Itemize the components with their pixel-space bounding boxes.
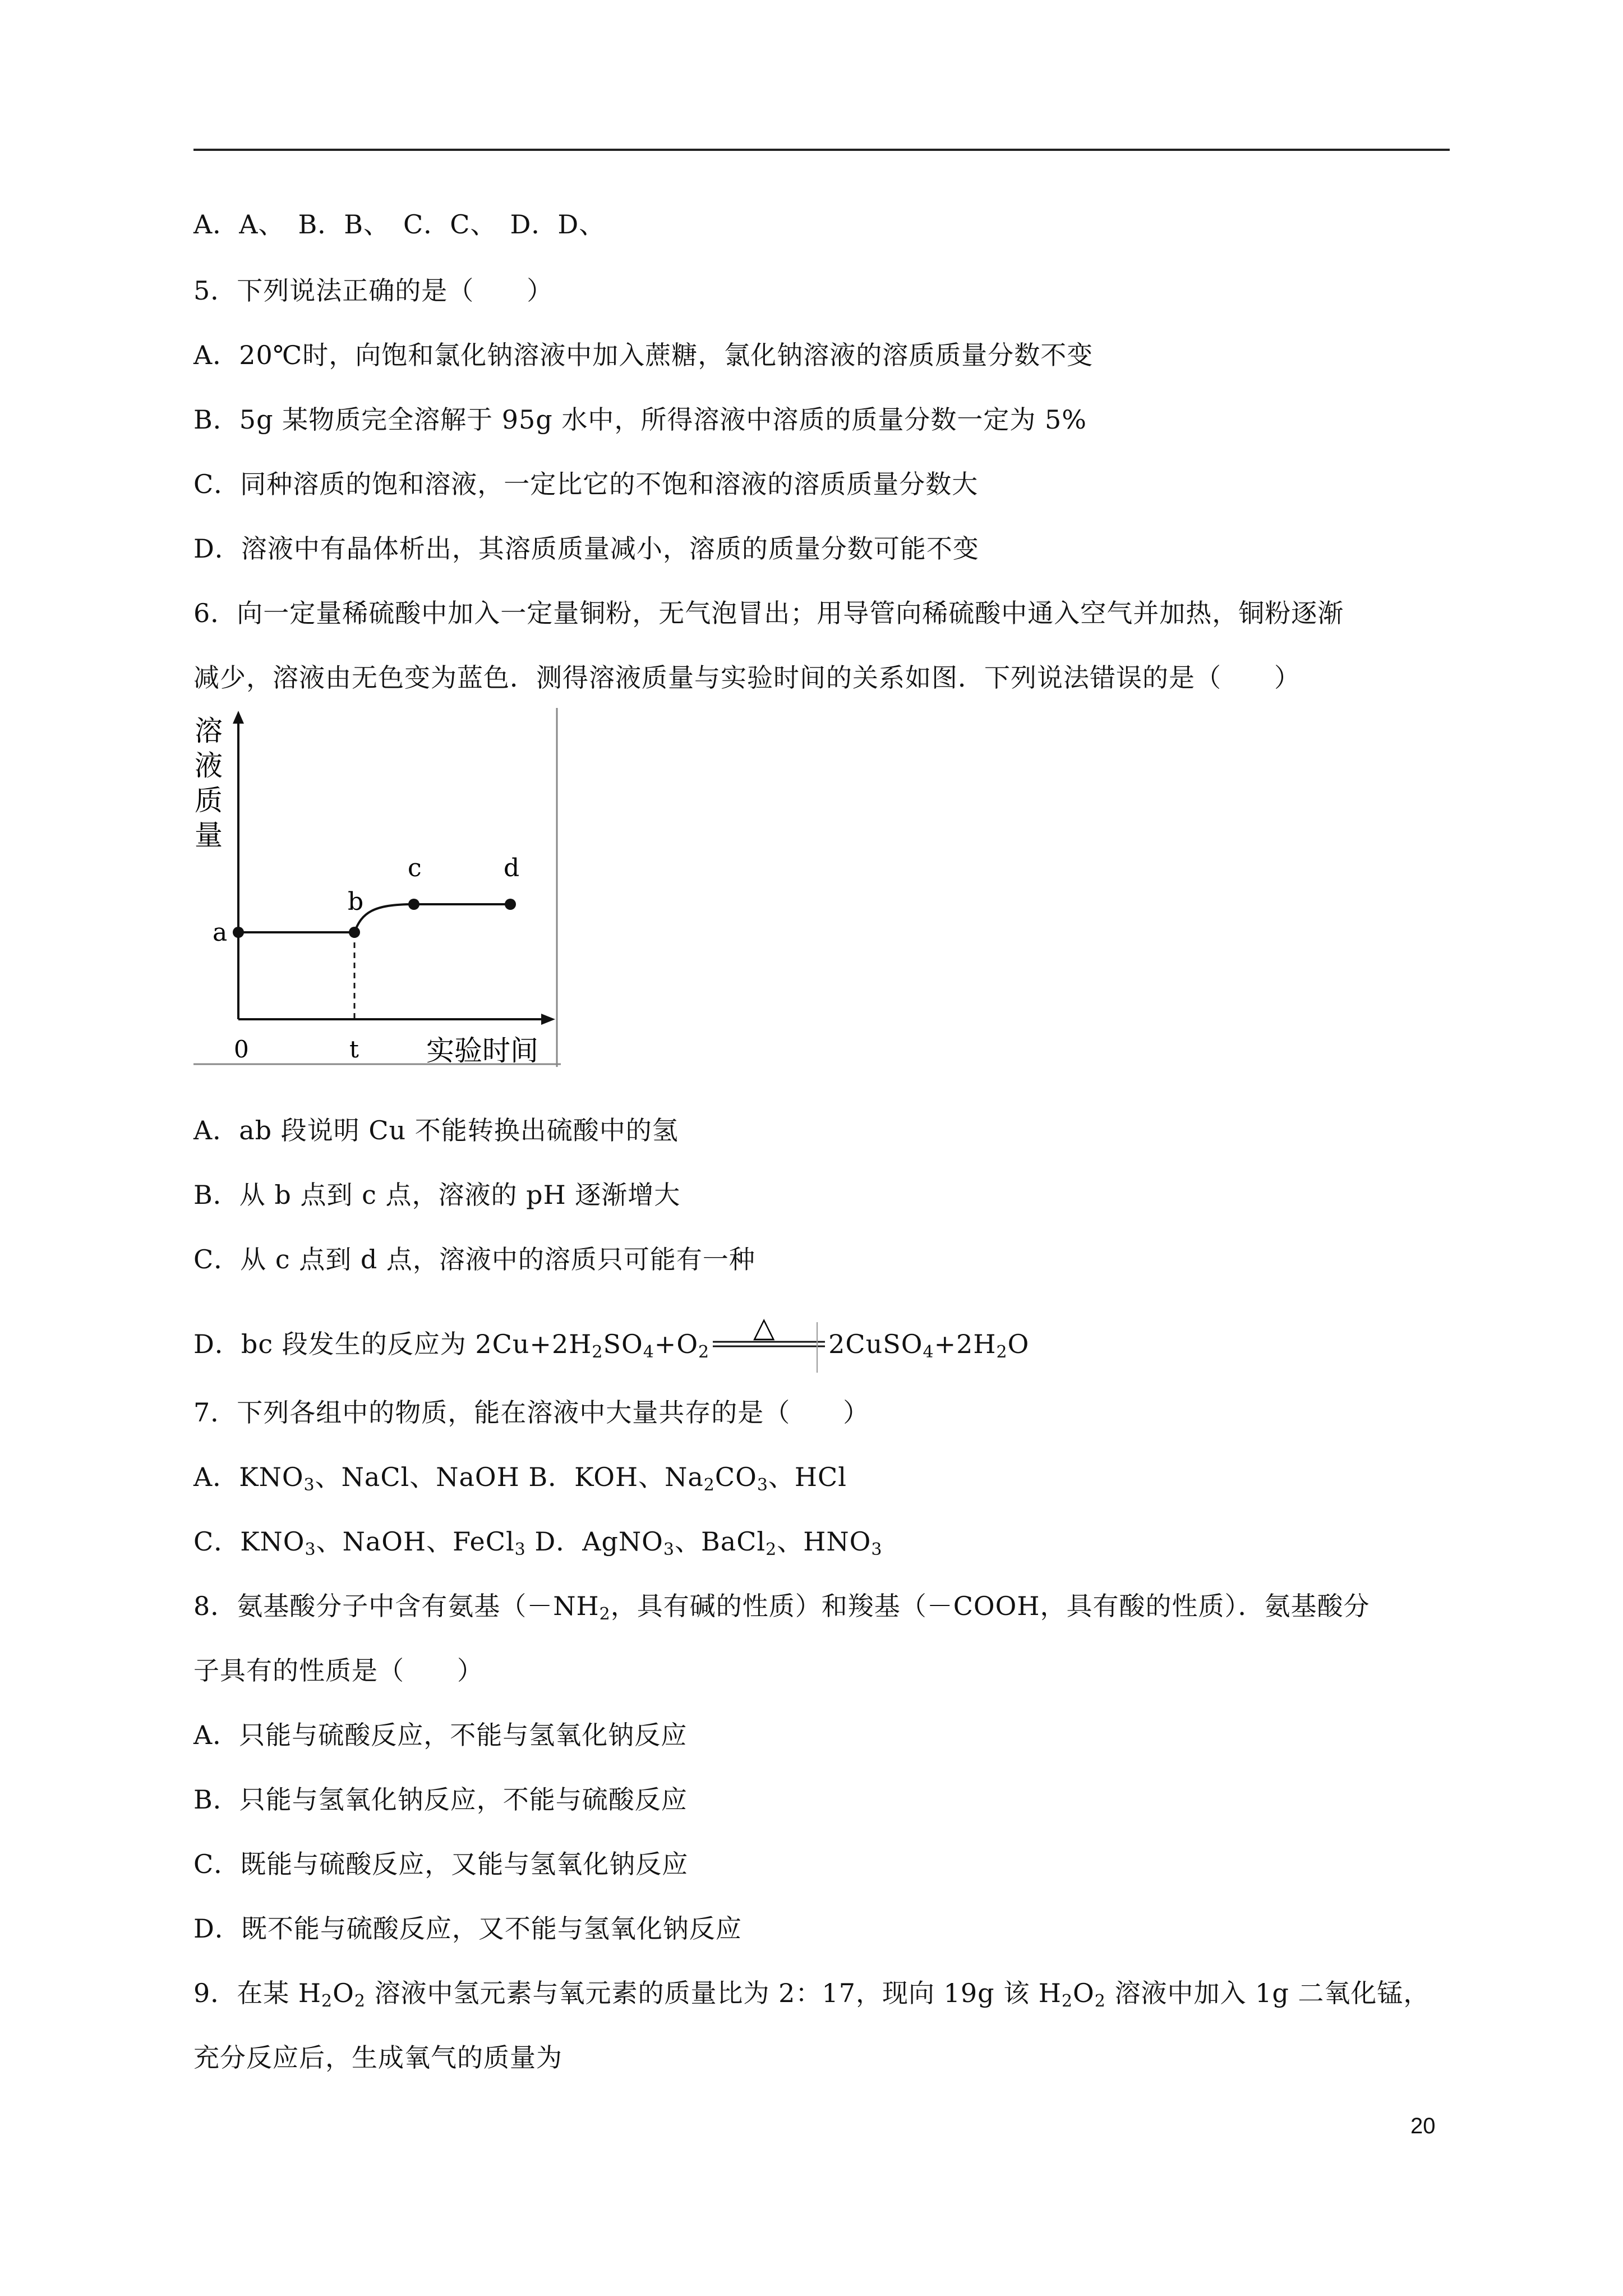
q6d-text: +O [654, 1329, 699, 1359]
q7cd-sub: 3 [871, 1540, 883, 1559]
q5-option-a: A．20℃时，向饱和氯化钠溶液中加入蔗糖，氯化钠溶液的溶质质量分数不变 [193, 340, 1094, 370]
y-axis-arrow [233, 711, 244, 724]
q6d-sub: 2 [996, 1342, 1008, 1362]
x-axis-arrow [541, 1014, 555, 1025]
q7cd-text: 、HNO [777, 1526, 872, 1557]
q8-sub: 2 [599, 1604, 611, 1624]
q9-stem-line2: 充分反应后，生成氧气的质量为 [193, 2042, 562, 2073]
page-number: 20 [1410, 2114, 1436, 2138]
q7ab-sub: 2 [703, 1475, 715, 1495]
q5-stem: 5．下列说法正确的是（ ） [193, 275, 554, 306]
q8-text: ，具有碱的性质）和羧基（－COOH，具有酸的性质）．氨基酸分 [610, 1591, 1370, 1621]
q7ab-text: A．KNO [193, 1462, 304, 1492]
heat-symbol: △ [753, 1311, 776, 1343]
point-b [349, 927, 360, 938]
q6d-text: D．bc 段发生的反应为 2Cu+2H [193, 1329, 592, 1359]
q5-option-d: D．溶液中有晶体析出，其溶质质量减小，溶质的质量分数可能不变 [193, 533, 979, 564]
q7cd-text: C．KNO [193, 1526, 305, 1557]
q7ab-sub: 3 [757, 1475, 768, 1495]
q6-option-b: B．从 b 点到 c 点，溶液的 pH 逐渐增大 [193, 1180, 681, 1210]
q7ab-sub: 3 [303, 1475, 315, 1495]
q6-option-a: A．ab 段说明 Cu 不能转换出硫酸中的氢 [193, 1115, 679, 1145]
point-label-c: c [408, 854, 422, 882]
q7cd-text: 、NaOH、FeCl [316, 1526, 515, 1557]
y-label-char-2: 液 [195, 749, 223, 782]
q8-text: 8．氨基酸分子中含有氨基（－NH [193, 1591, 600, 1621]
x-axis-label: 实验时间 [426, 1034, 538, 1067]
q7cd-text: D．AgNO [525, 1526, 663, 1557]
q8-option-b: B．只能与氢氧化钠反应，不能与硫酸反应 [193, 1784, 688, 1815]
point-c [408, 899, 419, 910]
q7ab-text: 、NaCl、NaOH B．KOH、Na [315, 1462, 704, 1492]
q8-stem-line2: 子具有的性质是（ ） [193, 1655, 483, 1686]
y-label-char-4: 量 [195, 819, 223, 852]
q9-text: 溶液中加入 1g 二氧化锰， [1105, 1978, 1430, 2008]
q7cd-sub: 3 [514, 1540, 526, 1559]
origin-label: 0 [234, 1036, 249, 1063]
q6-graph-svg [193, 708, 561, 1067]
point-label-d: d [504, 854, 520, 882]
q7-stem: 7．下列各组中的物质，能在溶液中大量共存的是（ ） [193, 1397, 870, 1428]
q6d-sub: 4 [923, 1342, 934, 1362]
q7cd-sub: 3 [305, 1540, 316, 1559]
q9-text: 溶液中氢元素与氧元素的质量比为 2：17，现向 19g 该 H [365, 1978, 1062, 2008]
q7cd-sub: 3 [663, 1540, 675, 1559]
point-label-a: a [213, 918, 228, 947]
q9-sub: 2 [1094, 1991, 1106, 2011]
q7-options-cd [193, 1525, 882, 1558]
q6d-sub: 2 [592, 1342, 603, 1362]
reaction-condition-arrow [713, 1311, 825, 1373]
y-label-char-1: 溶 [195, 715, 223, 747]
q6-option-d [193, 1311, 1030, 1377]
q6d-text: SO [603, 1329, 643, 1359]
q9-text: 9．在某 H [193, 1978, 322, 2008]
q7ab-text: 、HCl [768, 1462, 847, 1492]
q6d-sub: 4 [643, 1342, 654, 1362]
y-label-char-3: 质 [195, 784, 223, 817]
q6-graph [193, 708, 561, 1067]
t-label: t [349, 1036, 359, 1063]
q6-option-c: C．从 c 点到 d 点，溶液中的溶质只可能有一种 [193, 1244, 755, 1274]
q6-stem-line1: 6．向一定量稀硫酸中加入一定量铜粉，无气泡冒出；用导管向稀硫酸中通入空气并加热，铜粉逐渐 [193, 598, 1344, 628]
q7cd-text: 、BaCl [675, 1526, 766, 1557]
q8-option-c: C．既能与硫酸反应，又能与氢氧化钠反应 [193, 1849, 689, 1879]
point-a [233, 927, 244, 938]
q7ab-text: CO [714, 1462, 757, 1492]
q6d-text: O [1007, 1329, 1030, 1359]
q4-answer-options: A．A、 B．B、 C．C、 D．D、 [193, 209, 606, 240]
q9-sub: 2 [1061, 1991, 1073, 2011]
q6d-text: +2H [934, 1329, 997, 1359]
q9-text: O [333, 1978, 354, 2008]
q9-sub: 2 [354, 1991, 366, 2011]
q9-sub: 2 [321, 1991, 333, 2011]
q5-option-c: C．同种溶质的饱和溶液，一定比它的不饱和溶液的溶质质量分数大 [193, 469, 979, 499]
q9-text: O [1073, 1978, 1095, 2008]
q6d-sub: 2 [698, 1342, 710, 1362]
q8-option-a: A．只能与硫酸反应，不能与氢氧化钠反应 [193, 1720, 688, 1750]
q6-stem-line2: 减少，溶液由无色变为蓝色．测得溶液质量与实验时间的关系如图．下列说法错误的是（ ） [193, 662, 1301, 693]
q8-option-d: D．既不能与硫酸反应，又不能与氢氧化钠反应 [193, 1913, 742, 1944]
q8-stem-line1 [193, 1589, 1370, 1623]
q7cd-sub: 2 [766, 1540, 777, 1559]
header-rule [193, 149, 1450, 151]
q7-options-ab [193, 1460, 847, 1494]
point-d [505, 899, 516, 910]
q5-option-b: B．5g 某物质完全溶解于 95g 水中，所得溶液中溶质的质量分数一定为 5% [193, 404, 1087, 435]
q6d-text: 2CuSO [828, 1329, 923, 1359]
point-label-b: b [348, 887, 364, 916]
q9-stem-line1 [193, 1976, 1430, 2010]
